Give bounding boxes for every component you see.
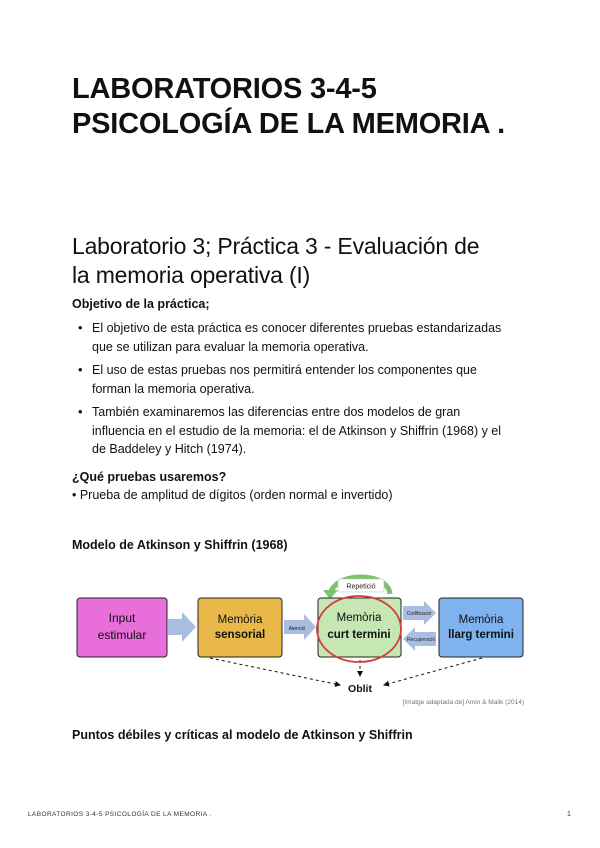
- section-heading-line: Laboratorio 3; Práctica 3 - Evaluación de: [72, 233, 480, 259]
- short-term-memory-line: curt termini: [327, 629, 391, 641]
- document-title-line: PSICOLOGÍA DE LA MEMORIA .: [72, 108, 506, 140]
- sensory-memory-line: Memòria: [217, 614, 263, 626]
- footer-running-title: LABORATORIOS 3-4-5 PSICOLOGÍA DE LA MEMORIA .: [28, 811, 212, 818]
- short-term-memory-box: [318, 598, 401, 657]
- document-title: [72, 72, 552, 142]
- short-term-memory-line: Memòria: [336, 612, 382, 624]
- long-term-memory-line: llarg termini: [448, 629, 514, 641]
- section-heading-line: la memoria operativa (I): [72, 262, 311, 288]
- attention-label: Atenció: [288, 626, 306, 632]
- forgetting-label: Oblit: [348, 683, 372, 695]
- coding-label: Codificació: [406, 611, 432, 617]
- document-title-line: LABORATORIOS 3-4-5: [72, 73, 377, 105]
- retrieval-label: Recuperació: [406, 637, 436, 643]
- repetition-label: Repetició: [346, 583, 376, 591]
- list-item-line: forman la memoria operativa.: [92, 381, 255, 396]
- footer-page-number: 1: [567, 811, 571, 818]
- forgetting-arrow-long-term: [384, 658, 482, 685]
- list-item-line: • También examinaremos las diferencias entre dos modelos de gran: [92, 405, 461, 419]
- list-item: [72, 403, 532, 459]
- tests-heading: ¿Qué pruebas usaremos?: [72, 470, 227, 484]
- list-item-line: influencia en el estudio de la memoria: el de Atkinson y Shiffrin (1968) y el: [92, 423, 502, 438]
- sensory-memory-line: sensorial: [214, 629, 266, 641]
- input-box-line: Input: [108, 611, 136, 625]
- list-item-line: de Baddeley y Hitch (1974).: [92, 442, 247, 456]
- objective-heading: Objetivo de la práctica;: [72, 297, 210, 311]
- list-item: [72, 319, 532, 356]
- long-term-memory-line: Memòria: [458, 614, 504, 626]
- section-heading: [72, 232, 542, 290]
- forgetting-arrow-sensory: [210, 658, 340, 685]
- sensory-memory-box: [198, 598, 282, 657]
- arrow-input-to-sensory: [168, 612, 196, 642]
- list-item-line: • El uso de estas pruebas nos permitirá entender los componentes que: [92, 363, 477, 377]
- memory-model-diagram: [72, 568, 532, 708]
- list-item: [72, 361, 532, 398]
- long-term-memory-box: [439, 598, 523, 657]
- tests-item: • Prueba de amplitud de dígitos (orden normal e invertido): [72, 488, 393, 502]
- objective-list: [72, 319, 532, 464]
- critique-heading: Puntos débiles y críticas al modelo de Atkinson y Shiffrin: [72, 728, 413, 742]
- model-heading: Modelo de Atkinson y Shiffrin (1968): [72, 538, 288, 552]
- list-item-line: que se utilizan para evaluar la memoria operativa.: [92, 339, 369, 354]
- diagram-caption: [Imatge adaptada de] Amin & Malik (2014): [402, 699, 524, 706]
- input-box-line: estimular: [97, 628, 147, 642]
- list-item-line: • El objetivo de esta práctica es conocer diferentes pruebas estandarizadas: [92, 321, 502, 335]
